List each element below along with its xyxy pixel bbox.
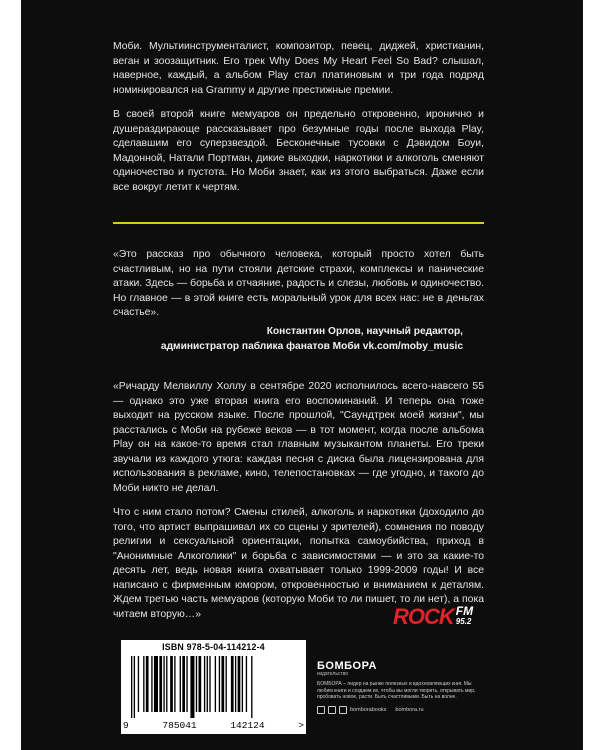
barcode-bar (226, 656, 227, 712)
barcode-bar (170, 656, 173, 712)
barcode-bar (196, 656, 197, 712)
barcode-digit-group: 785041 (162, 720, 197, 731)
publisher-website: bombora.ru (395, 706, 424, 713)
rockfm-fm-text: FM (455, 604, 474, 618)
barcode-digit-group: 142124 (230, 720, 265, 731)
yellow-divider (113, 222, 484, 224)
barcode-bar (146, 656, 149, 712)
barcode-bar (186, 656, 187, 712)
isbn-barcode (121, 640, 306, 734)
barcode-bar (251, 656, 252, 718)
isbn-text: ISBN 978-5-04-114212-4 (162, 642, 265, 652)
barcode-bar (166, 656, 167, 712)
barcode-bar (231, 656, 234, 712)
vk-icon (317, 706, 325, 714)
barcode-bar (190, 656, 194, 718)
barcode-bar (215, 656, 216, 712)
publisher-subtitle: издательство (317, 671, 349, 677)
quote-1: «Это рассказ про обычного человека, который просто хотел быть счастливым, но на пути стояли детские страхи, комплексы и панические атаки. Здесь — борьба и отчаяние, радость и слезы, любовь и одиночество. Но главное — в этой книге есть моральный урок для всех нас: не в деньгах счастье». (113, 249, 484, 318)
barcode-bar (180, 656, 181, 712)
intro-paragraph: В своей второй книге мемуаров он предельно откровенно, иронично и душераздирающе рассказывает про безумные годы после выхода Play, сделавшим его суперзвездой. Бесконечные тусовки с Дэвидом Боуи, Мадонной, Натали Портман, дикие выходки, наркотики и алкоголь сменяют одиночество и пустота. Но Моби знает, как из этого выбраться. Даже если все вокруг летит к чертям. (113, 109, 484, 193)
quote-2-paragraph: «Ричарду Мелвиллу Холлу в сентябре 2020 исполнилось всего-навсего 55 — однако это уже вторая книга его воспоминаний. И теперь она тоже выходит на русском языке. После прошлой, "Саундтрек моей жизни", мы расстались с Моби на рубеже веков — в тот момент, когда после альбома Play он на какое-то время стал главным музыкантом планеты. Его треки звучали из каждого утюга: каждая песня с диска была лицензирована для использования в рекламе, кино, телепостановках — где угодно, и такого до Моби никто не делал. (113, 381, 484, 494)
barcode-bar (131, 656, 132, 718)
barcode-bar (199, 656, 202, 712)
quote-attribution (161, 325, 463, 354)
barcode-bar (235, 656, 236, 712)
rockfm-frequency: 95.2 (455, 617, 472, 626)
rockfm-fm (456, 606, 473, 626)
attribution-line-1: Константин Орлов, научный редактор, (266, 326, 463, 337)
barcode-bar (182, 656, 185, 712)
barcode-bar (163, 656, 164, 712)
intro-block (113, 40, 484, 195)
barcode-bar (174, 656, 175, 712)
publisher-blurb: БОМБОРА – лидер на рынке полезных и вдохновляющих книг. Мы любим книги и создаем их, чтобы вы могли творить, открывать мир, пробовать новое, расти. Быть счастливыми. Быть на волне. (317, 681, 476, 700)
barcode-bar (207, 656, 208, 712)
barcode-bar (242, 656, 243, 712)
quote-block-2 (113, 380, 484, 622)
quote-block-1 (113, 248, 484, 321)
youtube-icon (339, 706, 347, 714)
publisher-logo: БОМБОРА (317, 660, 377, 672)
rockfm-rock-text: ROCK (393, 604, 454, 629)
barcode-bar (138, 656, 139, 712)
barcode-bar (204, 656, 205, 712)
barcode-digit-group: 9 (123, 720, 129, 731)
barcode-bar (246, 656, 247, 712)
barcode-bars (129, 656, 299, 718)
barcode-bar (209, 656, 210, 712)
book-back-cover (21, 0, 583, 750)
barcode-bar (238, 656, 241, 712)
publisher-block (317, 660, 487, 714)
intro-paragraph: Моби. Мультиинструменталист, композитор, певец, диджей, христианин, веган и зоозащитник. Его трек Why Does My Heart Feel So Bad? слышал, наверное, каждый, а альбом Play стал платиновым и три года подряд номинировался на Grammy и другие престижные премии. (113, 41, 484, 96)
barcode-bar (219, 656, 220, 712)
publisher-social (317, 706, 487, 714)
barcode-bar (134, 656, 135, 718)
barcode-bar (143, 656, 144, 712)
barcode-digit-group: > (298, 720, 304, 731)
barcode-bar (151, 656, 152, 712)
barcode-bar (221, 656, 224, 712)
barcode-bar (159, 656, 162, 712)
publisher-social-handle: bomborabooks (350, 706, 387, 713)
barcode-digits (123, 720, 304, 731)
barcode-bar (154, 656, 158, 712)
rockfm-logo (393, 606, 473, 628)
quote-2-paragraph: Что с ним стало потом? Смены стилей, алкоголь и наркотики (доходило до того, что артист выпрашивал их со сцены у зрителей), сомнения по поводу религии и сексуальной ориентации, попытка самоубийства, приход в "Анонимные Алкоголики" и борьба с зависимостями — и это за какие-то десять лет, ведь новая книга охватывает только 1999-2009 годы! И все написано с фирменным юмором, откровенностью и вниманием к деталям. Ждем третью часть мемуаров (которую Моби то ли пишет, то ли нет), а пока читаем вторую…» (113, 507, 484, 620)
instagram-icon (328, 706, 336, 714)
attribution-line-2: администратор паблика фанатов Моби vk.com/moby_music (160, 340, 463, 352)
